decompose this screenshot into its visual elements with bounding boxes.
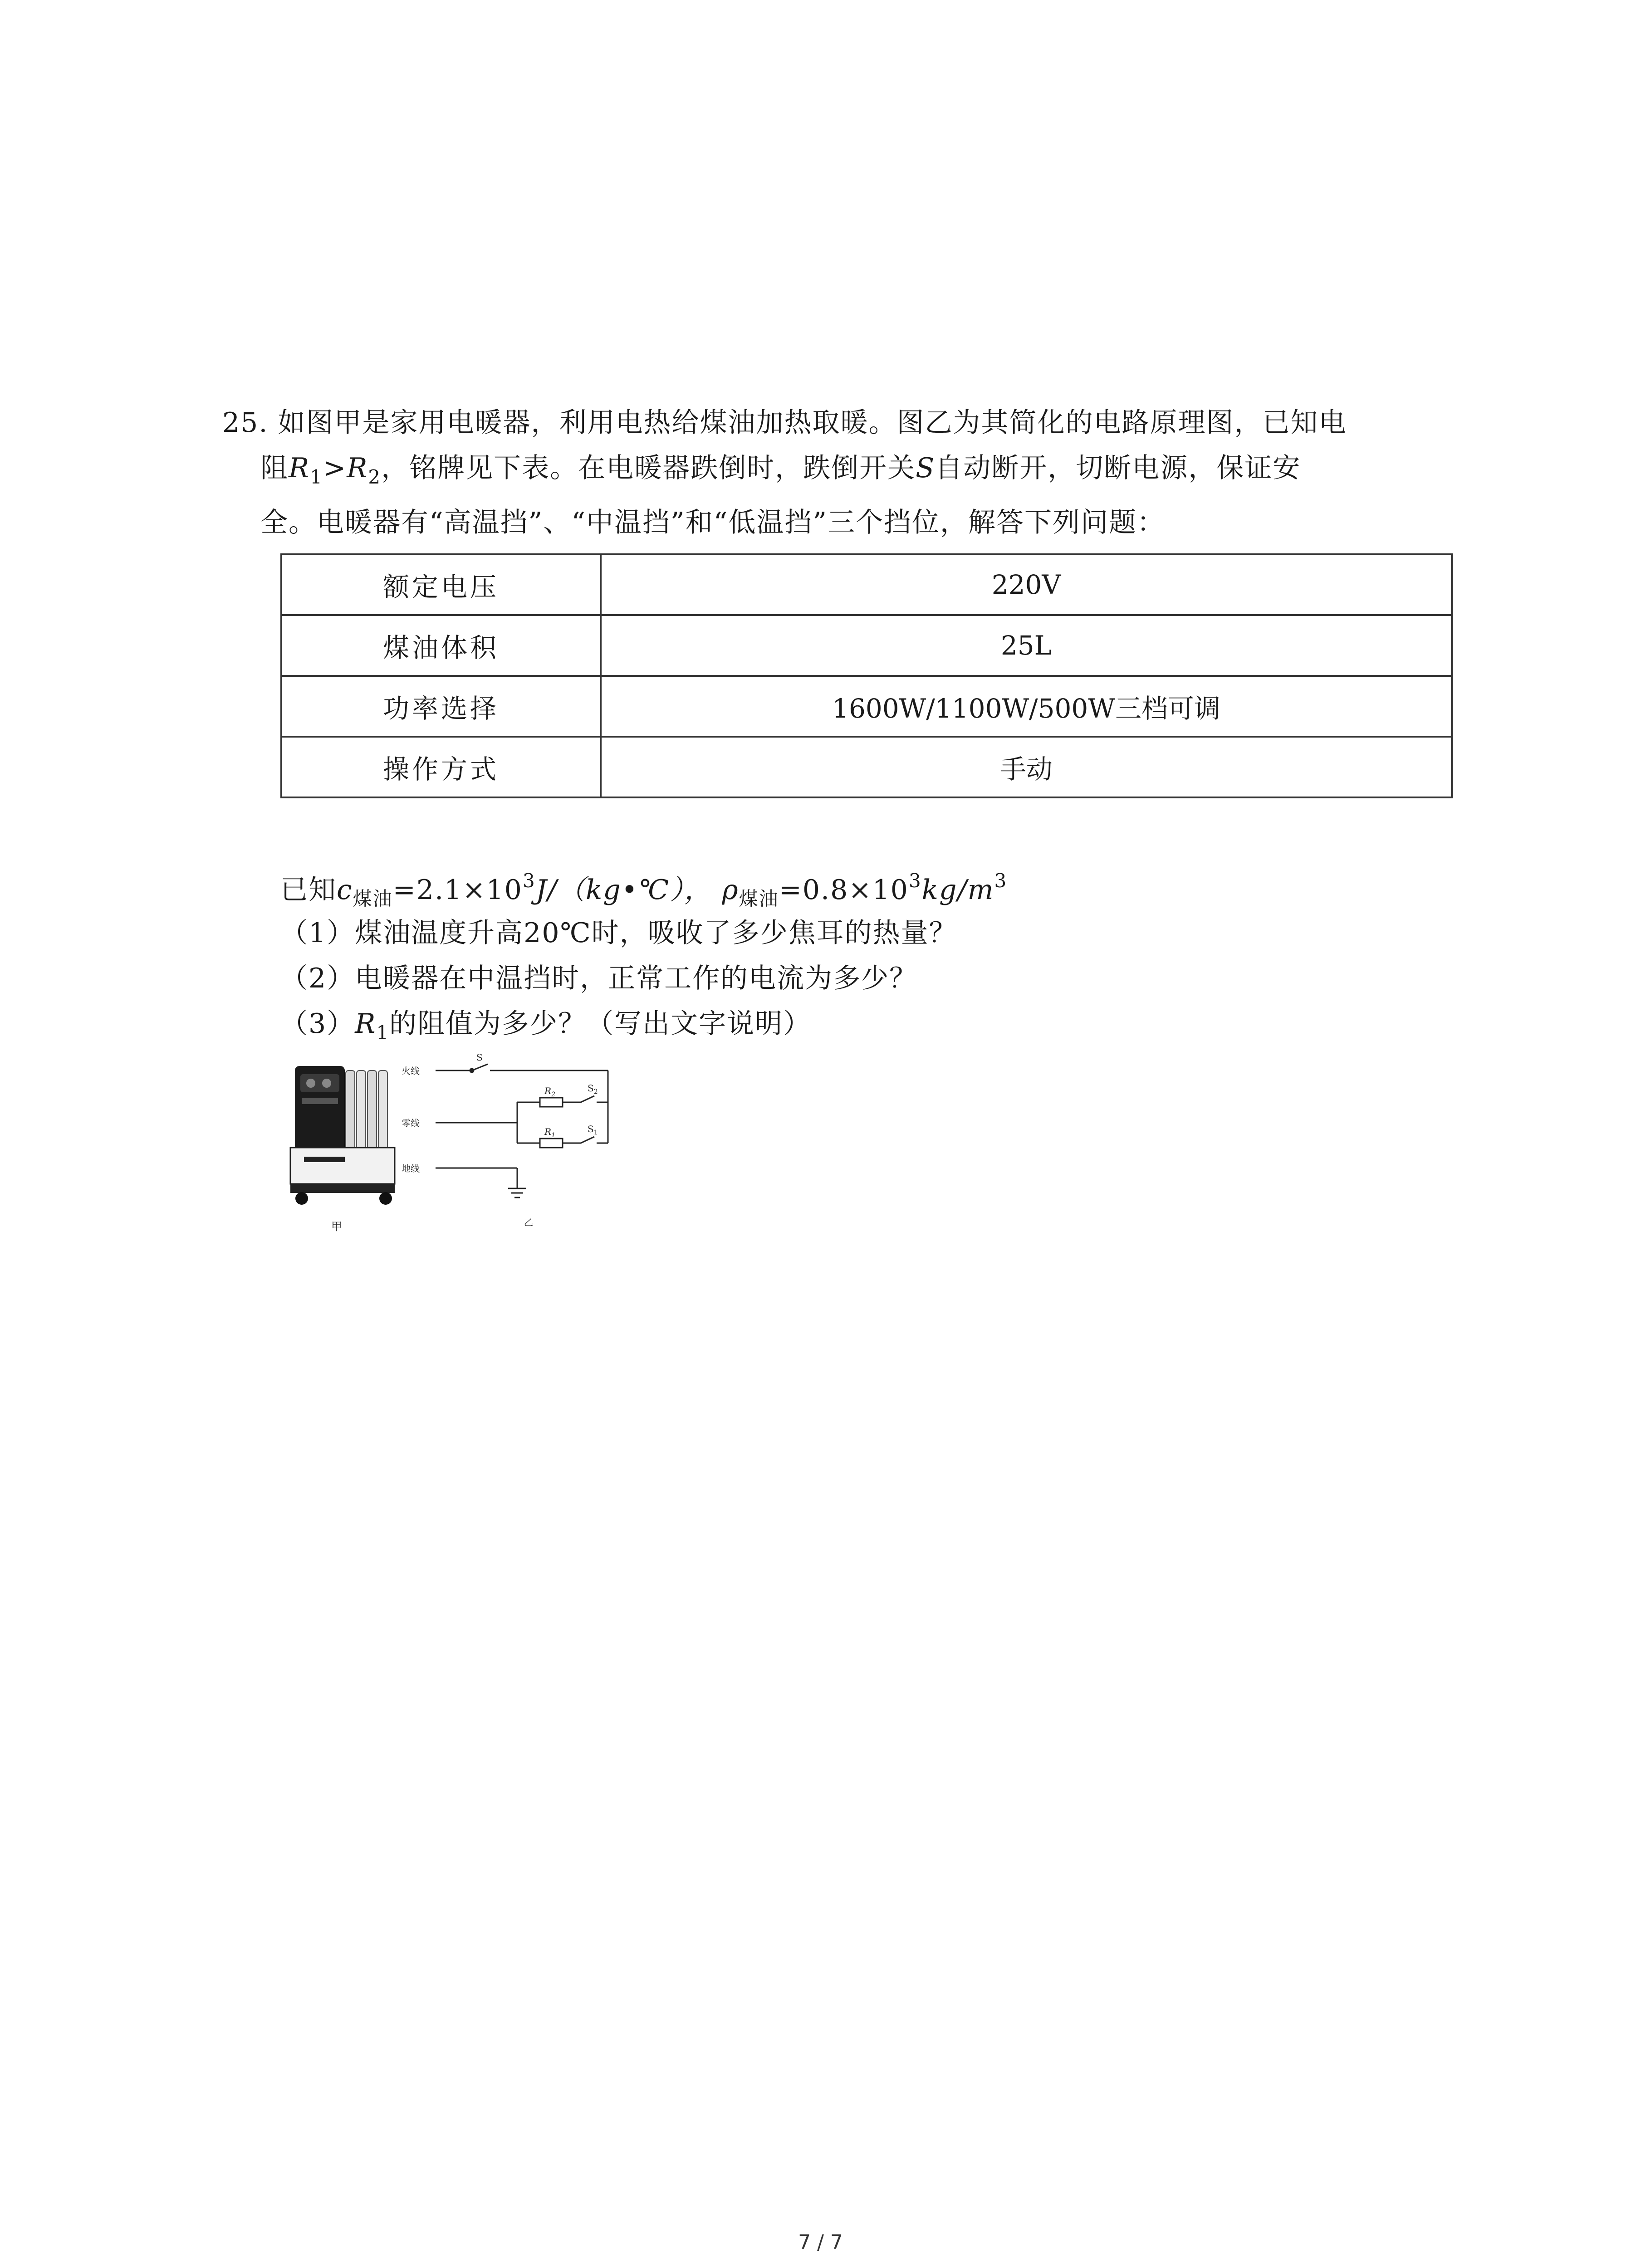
label-r2: $R_2$: [544, 1085, 555, 1098]
oil-heater-image: [277, 1052, 622, 1243]
table-cell-label: 功率选择: [281, 676, 601, 737]
label-live-wire: 火线: [402, 1066, 420, 1076]
nameplate-table: [280, 553, 1453, 798]
heater-figure: [277, 1052, 622, 1243]
table-cell-label: 额定电压: [281, 554, 601, 615]
table-row: [281, 676, 1452, 737]
label-yi: 乙: [524, 1217, 533, 1228]
label-neutral-wire: 零线: [402, 1118, 420, 1129]
question-line-3: 全。电暖器有“高温挡”、“中温挡”和“低温挡”三个挡位，解答下列问题：: [260, 507, 1166, 538]
subquestion-1: （1）煤油温度升高20℃时，吸收了多少焦耳的热量？: [280, 917, 957, 949]
table-cell-value: 220V: [601, 554, 1452, 615]
question-line-2: 阻$R_1>R_2$，铭牌见下表。在电暖器跌倒时，跌倒开关S自动断开，切断电源，保证安: [260, 452, 1301, 488]
label-switch-s: S: [476, 1052, 483, 1063]
table-cell-value: 25L: [601, 615, 1452, 676]
subquestion-2: （2）电暖器在中温挡时，正常工作的电流为多少？: [280, 963, 918, 994]
known-constants: 已知$c_{煤油}=2.1\times 10^3J/(kg•℃)$， $\rho_{煤油}=0.8\times 10^3kg/m^3$: [280, 870, 1008, 910]
question-line-1: [222, 404, 1347, 442]
table-row: [281, 737, 1452, 797]
label-jia: 甲: [331, 1220, 342, 1233]
table-row: [281, 554, 1452, 615]
page-number: 7 / 7: [798, 2231, 843, 2254]
label-ground-wire: 地线: [402, 1163, 420, 1174]
subquestion-3: $(3)R_1$的阻值为多少？（写出文字说明）: [280, 1008, 812, 1044]
label-s1: $S_1$: [588, 1124, 598, 1136]
table-row: [281, 615, 1452, 676]
table-cell-label: 煤油体积: [281, 615, 601, 676]
table-cell-label: 操作方式: [281, 737, 601, 797]
table-cell-value: 1600W/1100W/500W三档可调: [601, 676, 1452, 737]
question-number: 25.: [222, 407, 269, 439]
label-s2: $S_2$: [588, 1083, 598, 1095]
table-cell-value: 手动: [601, 737, 1452, 797]
label-r1: $R_1$: [544, 1126, 555, 1139]
question-text-1: 如图甲是家用电暖器，利用电热给煤油加热取暖。图乙为其简化的电路原理图，已知电: [278, 407, 1347, 439]
